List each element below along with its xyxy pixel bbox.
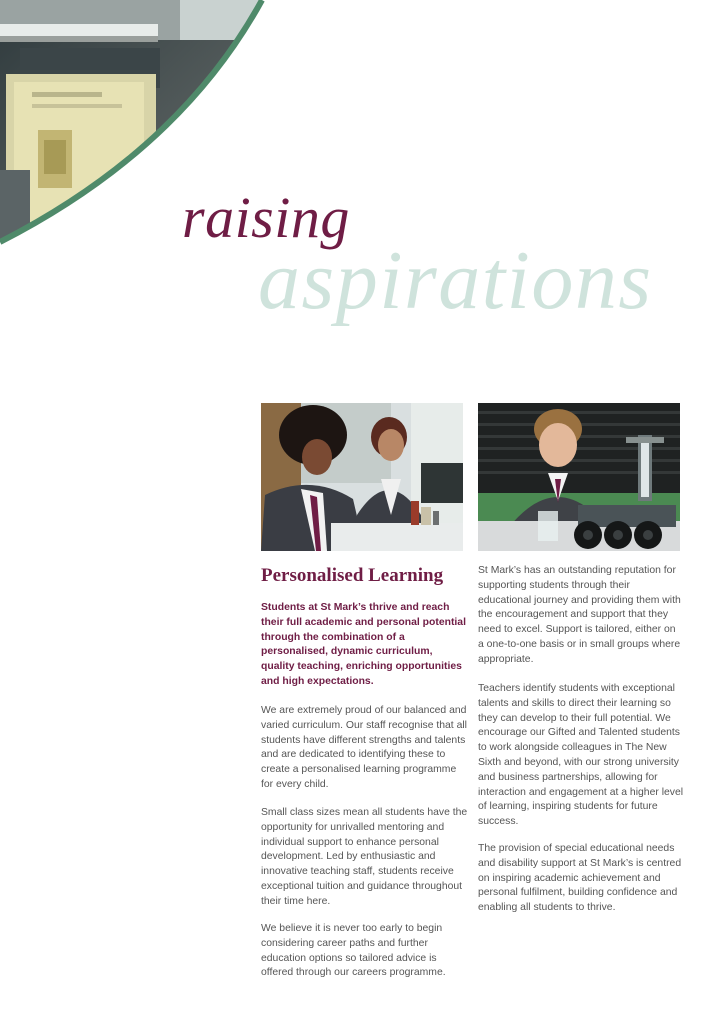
right-paragraph-gifted: Teachers identify students with exceptional talents and skills to direct their learning so they can develop to their full potential. We encourage our Gifted and Talented students to work alongside colleagues in The New Sixth and beyond, with our strong university and business partnerships, allowing for interaction and engagement at a higher level of learning, inspiring students for future success. [478, 683, 684, 828]
left-paragraph-careers: We believe it is never too early to begin considering career paths and further education options so tailored advice is offered through our careers programme. [261, 923, 446, 979]
left-paragraph-class-sizes: Small class sizes mean all students have the opportunity for unrivalled mentoring and individual support to enhance personal development. Led by enthusiastic and innovative teaching staff, students receive exceptional tuition and guidance throughout their time here. [261, 807, 468, 907]
right-paragraph-support: St Mark’s has an outstanding reputation for supporting students through their educational journey and providing them with the encouragement and support that they need to excel. Support is tailored, either on a one-to-one basis or in small groups where appropriate. [478, 565, 681, 665]
heading-raising: raising [182, 185, 350, 250]
intro-paragraph: Students at St Mark’s thrive and reach their full academic and personal potential through the combination of a personalised, dynamic curriculum, quality teaching, enriching opportunities and high expectations. [261, 602, 466, 687]
heading-aspirations: aspirations [258, 234, 653, 327]
student-robotics-photo [478, 403, 680, 551]
section-title: Personalised Learning [261, 565, 444, 586]
right-paragraph-send: The provision of special educational needs and disability support at St Mark’s is centred on inspiring academic achievement and personal fulfilment, building confidence and enabling all students to thrive. [478, 843, 682, 914]
left-paragraph-curriculum: We are extremely proud of our balanced and varied curriculum. Our staff recognise that all students have different strengths and talents and are dedicated to identifying these to create a personalised learning programme for every child. [261, 705, 467, 790]
students-studying-photo [261, 403, 463, 551]
